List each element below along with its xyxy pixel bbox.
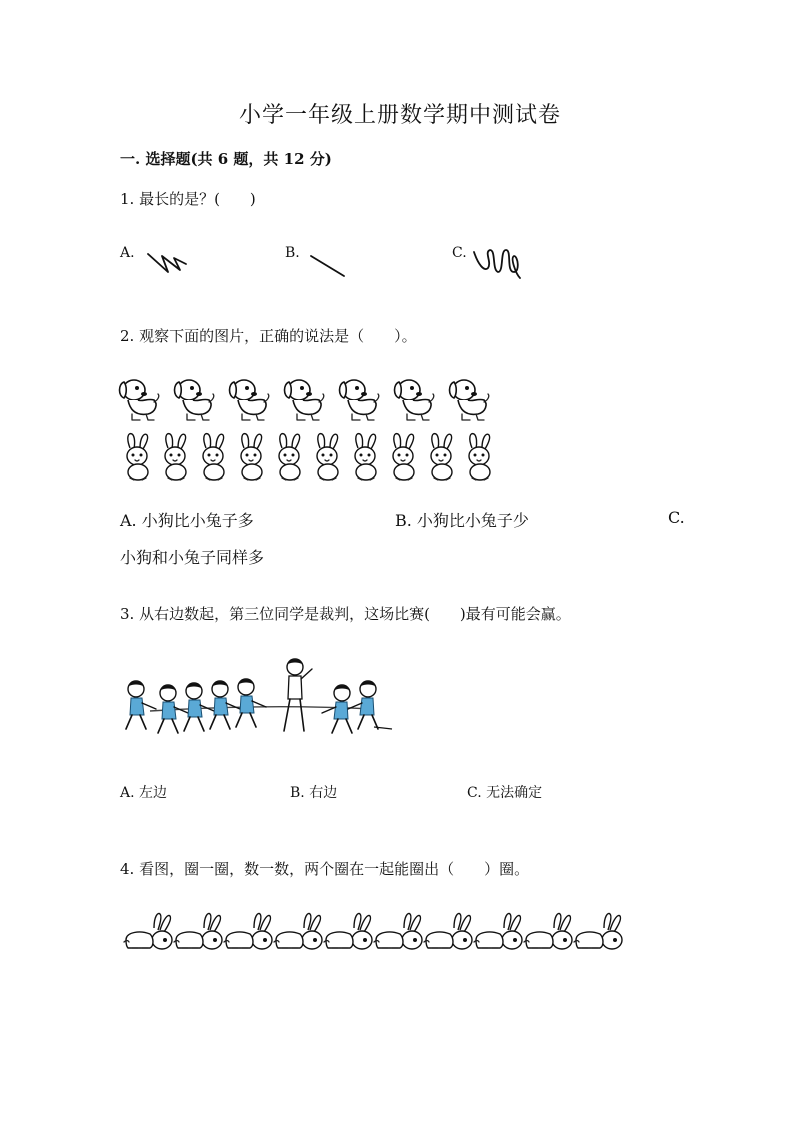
question-1-stem: 1. 最长的是？( ) [120, 190, 256, 208]
tug-of-war-picture [122, 655, 407, 740]
loop-curve-icon [470, 242, 530, 282]
q1-option-a-label: A. [120, 245, 135, 261]
page-title: 小学一年级上册数学期中测试卷 [238, 103, 561, 128]
q1-option-b-label: B. [285, 245, 300, 261]
dogs-row [118, 374, 498, 426]
q2-option-c-text: 小狗和小兔子同样多 [120, 548, 265, 567]
question-3-stem: 3. 从右边数起，第三位同学是裁判，这场比赛( )最有可能会赢。 [120, 605, 571, 623]
q3-option-a: A. 左边 [120, 785, 168, 801]
q2-option-b: B. 小狗比小兔子少 [395, 511, 529, 530]
q2-option-c-label: C. [668, 508, 685, 527]
question-4-stem: 4. 看图，圈一圈，数一数，两个圈在一起能圈出（ ）圈。 [120, 860, 530, 878]
section-heading: 一. 选择题(共 6 题，共 12 分) [120, 150, 332, 168]
q1-option-c-label: C. [452, 245, 467, 261]
rabbits-row [122, 432, 502, 484]
question-2-stem: 2. 观察下面的图片，正确的说法是（ ）。 [120, 327, 417, 345]
rabbits-lying-row [124, 912, 624, 954]
q3-option-c: C. 无法确定 [467, 785, 543, 801]
zigzag-line-icon [142, 246, 192, 278]
q2-option-a: A. 小狗比小兔子多 [120, 511, 254, 530]
q3-option-b: B. 右边 [290, 785, 338, 801]
straight-line-icon [306, 250, 350, 280]
